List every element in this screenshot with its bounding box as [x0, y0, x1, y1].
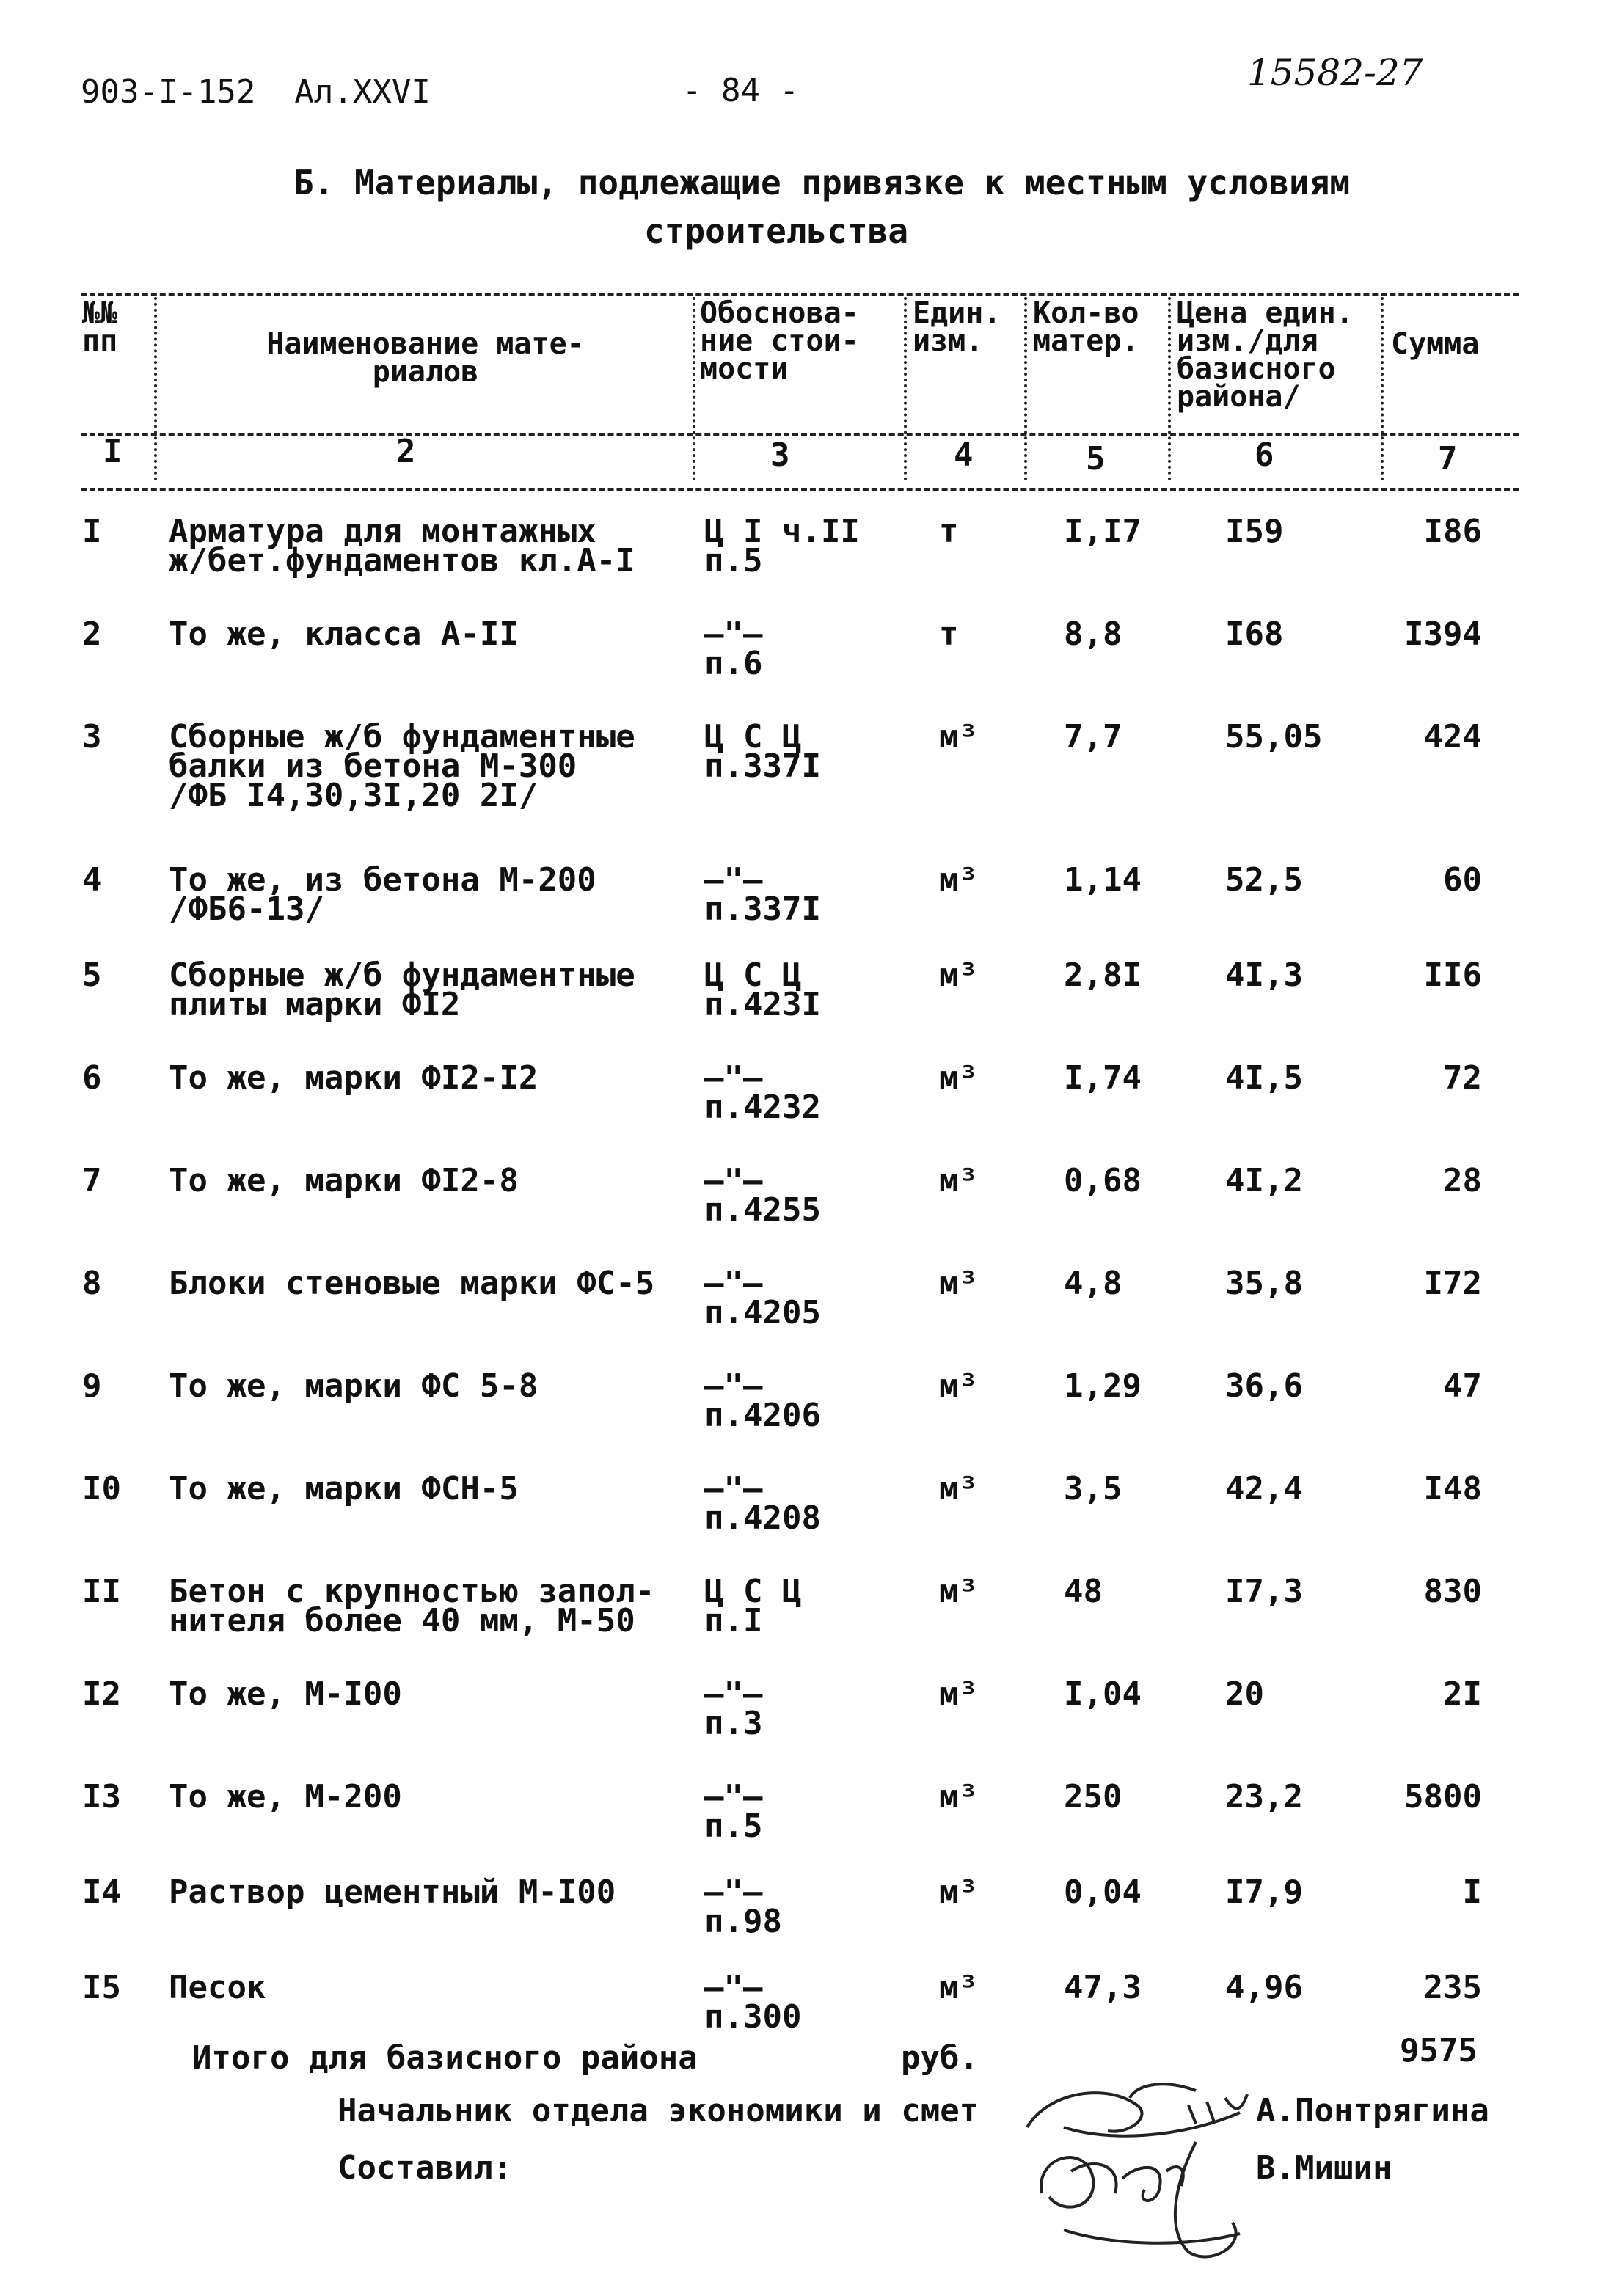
- material-quantity: 250: [1064, 1778, 1122, 1816]
- row-sum: I72: [1423, 1265, 1482, 1302]
- compiled-by-label: Составил:: [337, 2149, 513, 2187]
- row-sum: I394: [1404, 615, 1482, 653]
- material-name: Раствор цементный М-I00: [169, 1873, 616, 1911]
- material-quantity: 2,8I: [1064, 957, 1142, 994]
- cost-basis: Ц С Ц п.337I: [704, 718, 821, 785]
- unit-price: 52,5: [1225, 861, 1303, 899]
- unit-price: 20: [1225, 1675, 1264, 1713]
- material-quantity: 47,3: [1064, 1969, 1142, 2006]
- cost-basis: –"– п.4232: [704, 1059, 821, 1126]
- unit-of-measure: м³: [939, 1778, 978, 1816]
- doc-code: [81, 73, 431, 111]
- col-number: 3: [770, 436, 790, 474]
- page-number: - 84 -: [682, 72, 799, 109]
- row-number: II: [82, 1573, 121, 1610]
- unit-price: 4I,2: [1225, 1162, 1303, 1199]
- material-name: То же, марки ФI2-I2: [169, 1059, 538, 1097]
- col-sep: [693, 297, 695, 480]
- cost-basis: –"– п.5: [704, 1778, 763, 1845]
- unit-price: 42,4: [1225, 1470, 1303, 1507]
- unit-of-measure: м³: [939, 1162, 978, 1199]
- unit-of-measure: м³: [939, 1969, 978, 2006]
- row-sum: 72: [1443, 1059, 1482, 1097]
- signature-compiler: [1020, 2127, 1269, 2274]
- material-quantity: 4,8: [1064, 1265, 1122, 1302]
- row-sum: 60: [1443, 861, 1482, 899]
- unit-price: 35,8: [1225, 1265, 1303, 1302]
- cost-basis: Ц С Ц п.I: [704, 1573, 802, 1639]
- cost-basis: –"– п.300: [704, 1969, 802, 2036]
- col-number: 7: [1438, 440, 1458, 478]
- col-header-basis: Обоснова- ние стои- мости: [700, 296, 859, 386]
- unit-of-measure: м³: [939, 1059, 978, 1097]
- row-sum: 5800: [1404, 1778, 1482, 1816]
- unit-of-measure: т: [939, 615, 959, 653]
- col-header-name: Наименование мате- риалов: [266, 327, 585, 389]
- material-name: То же, марки ФI2-8: [169, 1162, 519, 1199]
- head-of-department-name: А.Понтрягина: [1256, 2092, 1489, 2129]
- row-sum: 2I: [1443, 1675, 1482, 1713]
- row-sum: I48: [1423, 1470, 1482, 1507]
- col-sep: [1381, 297, 1384, 480]
- col-header-price: Цена един. изм./для базисного района/: [1177, 296, 1354, 414]
- material-name: То же, из бетона М-200 /ФБ6-13/: [169, 861, 596, 928]
- row-number: I4: [82, 1873, 121, 1911]
- col-number: 5: [1086, 440, 1106, 478]
- unit-price: I59: [1225, 513, 1284, 550]
- row-sum: 424: [1423, 718, 1482, 756]
- material-quantity: I,04: [1064, 1675, 1142, 1713]
- cost-basis: Ц I ч.II п.5: [704, 513, 860, 580]
- material-name: То же, марки ФСН-5: [169, 1470, 519, 1507]
- material-quantity: I,74: [1064, 1059, 1142, 1097]
- unit-price: 55,05: [1225, 718, 1323, 756]
- album-text: Ал.XXVI: [294, 73, 431, 111]
- row-sum: 47: [1443, 1367, 1482, 1405]
- unit-of-measure: т: [939, 513, 959, 550]
- material-name: То же, М-I00: [169, 1675, 402, 1713]
- unit-of-measure: м³: [939, 1675, 978, 1713]
- unit-of-measure: м³: [939, 861, 978, 899]
- row-number: I: [82, 513, 102, 550]
- unit-price: 23,2: [1225, 1778, 1303, 1816]
- row-sum: I: [1462, 1873, 1482, 1911]
- unit-price: 4,96: [1225, 1969, 1303, 2006]
- col-number: 6: [1255, 436, 1274, 474]
- material-name: То же, класса А-II: [169, 615, 519, 653]
- material-quantity: 0,04: [1064, 1873, 1142, 1911]
- unit-price: 36,6: [1225, 1367, 1303, 1405]
- material-quantity: 1,29: [1064, 1367, 1142, 1405]
- row-number: I3: [82, 1778, 121, 1816]
- cost-basis: –"– п.4205: [704, 1265, 821, 1331]
- row-sum: II6: [1423, 957, 1482, 994]
- cost-basis: –"– п.4255: [704, 1162, 821, 1229]
- row-number: 4: [82, 861, 102, 899]
- unit-of-measure: м³: [939, 1470, 978, 1507]
- row-sum: 235: [1423, 1969, 1482, 2006]
- material-quantity: 1,14: [1064, 861, 1142, 899]
- cost-basis: –"– п.3: [704, 1675, 763, 1742]
- material-name: То же, М-200: [169, 1778, 402, 1816]
- row-sum: 830: [1423, 1573, 1482, 1610]
- currency-label: руб.: [901, 2039, 979, 2077]
- unit-of-measure: м³: [939, 718, 978, 756]
- material-name: Арматура для монтажных ж/бет.фундаментов кл.А-I: [169, 513, 635, 580]
- material-quantity: 3,5: [1064, 1470, 1122, 1507]
- row-number: 3: [82, 718, 102, 756]
- unit-of-measure: м³: [939, 1367, 978, 1405]
- material-quantity: 8,8: [1064, 615, 1122, 653]
- col-header-sum: Сумма: [1391, 327, 1480, 361]
- material-quantity: I,I7: [1064, 513, 1142, 550]
- cost-basis: –"– п.6: [704, 615, 763, 682]
- row-number: 5: [82, 957, 102, 994]
- doc-code-text: 903-I-152: [81, 73, 256, 111]
- row-sum: I86: [1423, 513, 1482, 550]
- cost-basis: Ц С Ц п.423I: [704, 957, 821, 1023]
- unit-of-measure: м³: [939, 1873, 978, 1911]
- col-number: I: [103, 433, 123, 470]
- material-quantity: 0,68: [1064, 1162, 1142, 1199]
- material-name: Сборные ж/б фундаментные плиты марки ФI2: [169, 957, 635, 1023]
- col-header-qty: Кол-во матер.: [1033, 296, 1139, 358]
- grand-total: 9575: [1400, 2032, 1478, 2069]
- unit-of-measure: м³: [939, 1265, 978, 1302]
- row-number: 2: [82, 615, 102, 653]
- cost-basis: –"– п.98: [704, 1873, 782, 1940]
- col-sep: [904, 297, 907, 480]
- cost-basis: –"– п.337I: [704, 861, 821, 928]
- unit-price: I7,9: [1225, 1873, 1303, 1911]
- unit-of-measure: м³: [939, 1573, 978, 1610]
- header-mid-rule: [81, 433, 1519, 436]
- row-number: I0: [82, 1470, 121, 1507]
- header-bottom-rule: [81, 488, 1519, 491]
- row-number: 6: [82, 1059, 102, 1097]
- row-number: 8: [82, 1265, 102, 1302]
- row-number: I2: [82, 1675, 121, 1713]
- unit-price: 4I,5: [1225, 1059, 1303, 1097]
- col-sep: [1024, 297, 1027, 480]
- col-number: 4: [954, 436, 974, 474]
- material-quantity: 48: [1064, 1573, 1103, 1610]
- material-name: Песок: [169, 1969, 266, 2006]
- row-sum: 28: [1443, 1162, 1482, 1199]
- row-number: 9: [82, 1367, 102, 1405]
- material-name: То же, марки ФС 5-8: [169, 1367, 538, 1405]
- unit-price: I68: [1225, 615, 1284, 653]
- title-line2: строительства: [644, 211, 909, 251]
- col-header-unit: Един. изм.: [913, 296, 1001, 358]
- head-of-department-label: Начальник отдела экономики и смет: [337, 2092, 979, 2129]
- total-label: Итого для базисного района: [192, 2039, 698, 2077]
- archive-number: 15582-27: [1247, 51, 1423, 94]
- compiled-by-name: В.Мишин: [1256, 2149, 1392, 2187]
- row-number: 7: [82, 1162, 102, 1199]
- col-header-number: №№ пп: [82, 296, 118, 358]
- cost-basis: –"– п.4208: [704, 1470, 821, 1537]
- material-name: Бетон с крупностью запол- нителя более 40 мм, М-50: [169, 1573, 655, 1639]
- title-line1: Б. Материалы, подлежащие привязке к местным условиям: [293, 163, 1351, 202]
- row-number: I5: [82, 1969, 121, 2006]
- unit-price: 4I,3: [1225, 957, 1303, 994]
- col-sep: [154, 297, 157, 480]
- material-name: Блоки стеновые марки ФС-5: [169, 1265, 655, 1302]
- unit-price: I7,3: [1225, 1573, 1303, 1610]
- col-sep: [1168, 297, 1171, 480]
- col-number: 2: [396, 433, 416, 470]
- material-name: Сборные ж/б фундаментные балки из бетона М-300 /ФБ I4,30,3I,20 2I/: [169, 718, 635, 814]
- material-quantity: 7,7: [1064, 718, 1122, 756]
- cost-basis: –"– п.4206: [704, 1367, 821, 1434]
- unit-of-measure: м³: [939, 957, 978, 994]
